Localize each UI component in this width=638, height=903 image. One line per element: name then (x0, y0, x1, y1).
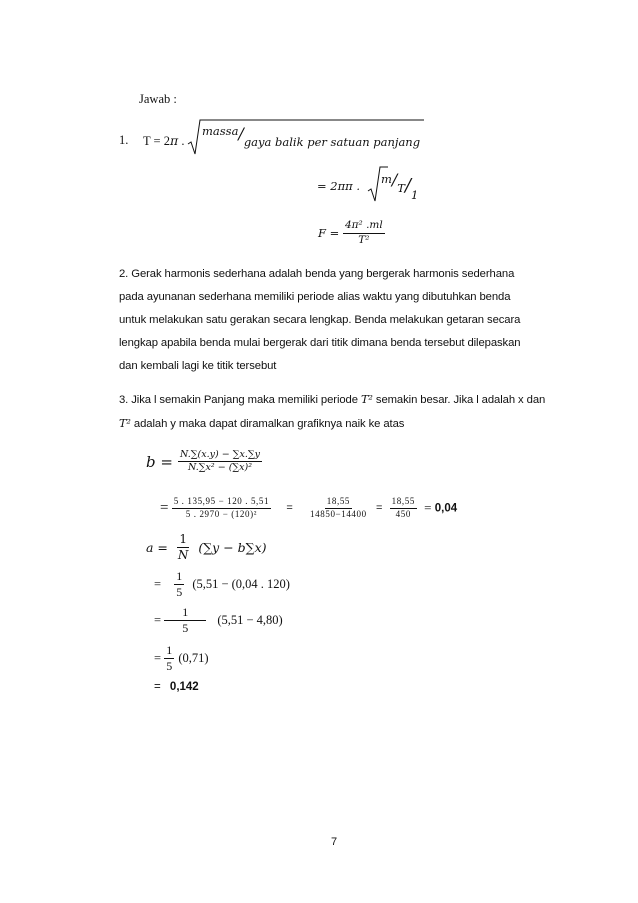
b-calc-eq2: = (286, 502, 293, 515)
q3-T2-a: T² (360, 393, 373, 406)
a-step1 (154, 570, 290, 599)
a-lhs: a = (146, 540, 168, 556)
b-fraction (178, 450, 262, 474)
a-step3-eq: = (154, 651, 162, 666)
b-formula (146, 450, 262, 474)
a-step2-den: 5 (182, 621, 189, 636)
b-den: N.∑x² − (∑x)² (188, 462, 253, 474)
b-calc-frac1-den: 5 . 2970 − (120)² (185, 508, 258, 519)
q2-paragraph: 2. Gerak harmonis sederhana adalah benda yang bergerak harmonis sederhana pada ayunanan sederhana memiliki periode alias waktu yang dibutuhkan benda untuk melakukan satu gerakan secara lengkap. Benda melakukan getaran secara lengkap apabila benda mulai bergerak dari titik dimana benda tersebut dilepaskan dan kembali lagi ke titik tersebut (119, 268, 521, 372)
a-step1-den: 5 (176, 585, 183, 600)
q1-F-den: T² (358, 233, 370, 246)
a-step3 (154, 644, 209, 673)
b-calc-frac1-num: 5 . 135,95 − 120 . 5,51 (172, 497, 271, 509)
b-lhs: b = (146, 452, 173, 471)
q1-F-num: 4π² .ml (343, 220, 385, 234)
a-fraction (176, 533, 191, 562)
q3-text-a: 3. Jika l semakin Panjang maka memiliki periode (119, 394, 358, 406)
a-step2-rhs: (5,51 − 4,80) (217, 613, 283, 628)
a-step1-eq: = (154, 577, 162, 592)
b-calc-frac1 (172, 497, 271, 520)
q3-paragraph (119, 388, 549, 436)
a-step1-rhs: (5,51 − (0,04 . 120) (192, 577, 290, 592)
b-num: N.∑(x.y) − ∑x.∑y (178, 450, 262, 462)
q3-text-c: adalah y maka dapat diramalkan grafiknya naik ke atas (133, 418, 405, 430)
a-num: 1 (177, 533, 189, 548)
a-step3-fraction (164, 644, 174, 673)
answer-heading: Jawab : (139, 92, 177, 106)
q1-one: 1 (411, 188, 419, 202)
q1-radicand: massa/gaya balik per satuan panjang (202, 124, 421, 149)
a-step3-num: 1 (164, 644, 174, 659)
q1-pi: π (169, 133, 179, 148)
b-calc-frac3-den: 450 (395, 508, 411, 519)
q1-F-eq: F = (318, 226, 340, 241)
a-step2-eq: = (154, 613, 162, 628)
b-calc-frac2-den: 14850−14400 (310, 508, 367, 519)
q1-m: m (381, 172, 392, 186)
b-calculation (160, 497, 457, 520)
a-result-value: 0,142 (169, 681, 199, 693)
q1-line2-radicand: m/T/1 (381, 170, 419, 202)
b-calc-frac2-num: 18,55 (325, 497, 352, 509)
q1-T: T (397, 181, 405, 195)
a-step1-num: 1 (174, 570, 184, 585)
b-calc-eq4: = (424, 500, 432, 516)
q1-formula-lhs (143, 133, 184, 149)
q3-T2-b: T² (119, 417, 131, 430)
a-step3-den: 5 (166, 659, 173, 674)
q1-line2-lhs: = 2ππ . (317, 179, 361, 193)
b-calc-frac2 (308, 497, 369, 520)
a-step3-rhs: (0,71) (178, 651, 209, 666)
q1-dot: . (178, 134, 185, 148)
b-calc-frac3-num: 18,55 (390, 497, 417, 509)
a-den: N (177, 548, 189, 563)
a-formula (146, 533, 267, 562)
a-step2 (154, 606, 283, 635)
b-result: 0,04 (434, 502, 458, 515)
a-rhs: (∑y − b∑x) (198, 540, 267, 556)
a-result-eq: = (154, 681, 161, 693)
a-result (154, 681, 199, 693)
a-step2-num: 1 (164, 606, 206, 621)
a-step2-fraction (164, 606, 206, 635)
page-number: 7 (331, 836, 338, 848)
b-calc-frac3 (390, 497, 417, 520)
q1-massa: massa (202, 124, 239, 138)
q1-lhs-text: T = 2 (143, 134, 170, 148)
q1-gaya-balik: gaya balik per satuan panjang (243, 135, 421, 149)
q1-line3 (318, 220, 385, 246)
b-calc-eq3: = (375, 502, 383, 515)
b-calc-eq: = (160, 499, 169, 516)
a-step1-fraction (174, 570, 184, 599)
q1-number: 1. (119, 133, 129, 147)
q3-text-b: semakin besar. Jika l adalah x dan (375, 394, 546, 406)
q1-F-fraction (343, 220, 385, 246)
